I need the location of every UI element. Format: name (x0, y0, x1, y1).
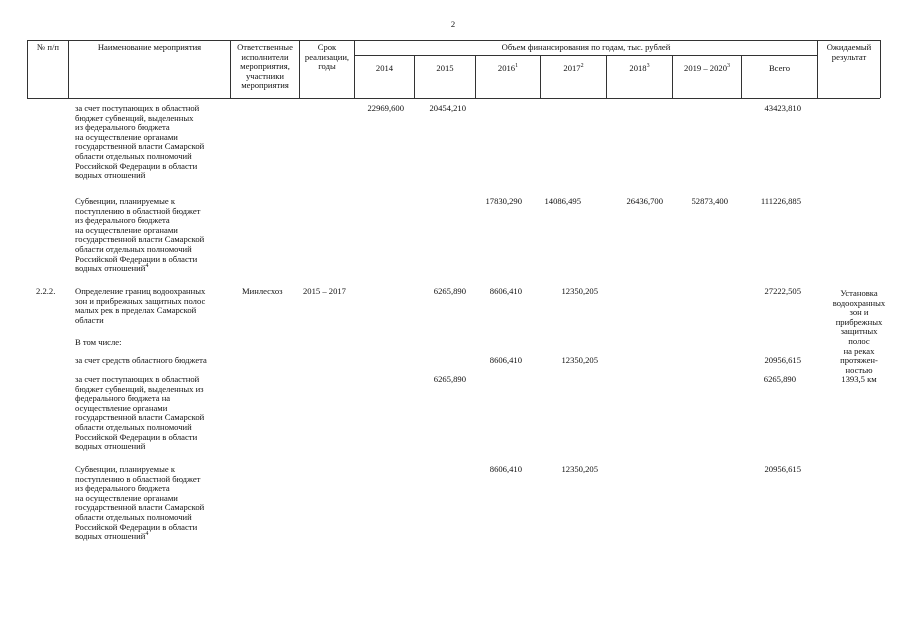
header-responsible: Ответственные исполнители мероприятия, участники мероприятия (237, 42, 293, 91)
cell-2014: 22969,600 (367, 103, 404, 113)
cell-2015: 6265,890 (433, 286, 466, 296)
cell-total: 20956,615 (764, 355, 801, 365)
cell-total: 43423,810 (764, 103, 801, 113)
row-term: 2015 – 2017 (303, 286, 346, 296)
header-year-2018: 2018$^3$ (629, 63, 650, 73)
header-year-2016: 2016$^1$ (497, 63, 519, 73)
cell-2016: 8606,410 (489, 286, 522, 296)
cell-2015: 20454,210 (429, 103, 466, 113)
cell-2017: 12350,205 (561, 355, 598, 365)
cell-total: 6265,890 (763, 374, 796, 384)
footnote-mark: 4 (145, 263, 149, 270)
header-year-2014: 2014 (375, 63, 394, 73)
cell-2016: 8606,410 (489, 355, 522, 365)
row-result: Установка водоохранных зон и прибрежных защитных полос на реках протяжен- ностью 1393,5 км (832, 288, 886, 385)
row-number: 2.2.2. (36, 286, 56, 296)
header-name: Наименование мероприятия (97, 42, 202, 52)
cell-2016: 17830,290 (485, 196, 522, 206)
header-year-2019-2020: 2019 – 2020$^3$ (684, 63, 730, 73)
cell-total: 111226,885 (760, 196, 801, 206)
row-description: Субвенции, планируемые к поступлению в областной бюджет из федерального бюджета на осуществление органами государственной власти Самарской области отдельных полномочий Российской Федерации в области водных отношений$^4$ (75, 464, 205, 542)
header-year-2017: 2017$^2$ (563, 63, 584, 73)
cell-2018: 26436,700 (626, 196, 663, 206)
page-number: 2 (450, 19, 456, 29)
cell-2019-2020: 52873,400 (691, 196, 728, 206)
cell-total: 20956,615 (764, 464, 801, 474)
cell-2017: 12350,205 (561, 286, 598, 296)
header-num: № п/п (37, 42, 59, 52)
footnote-mark: 3 (726, 63, 730, 70)
row-description: за счет средств областного бюджета (75, 355, 207, 365)
row-description: за счет поступающих в областной бюджет субвенций, выделенных из федерального бюджета на осуществление органами государственной власти Самарской области отдельных полномочий Российской Федерации в области водных отношений (75, 374, 205, 452)
cell-total: 27222,505 (764, 286, 801, 296)
cell-2016: 8606,410 (489, 464, 522, 474)
header-result: Ожидаемый результат (826, 42, 872, 62)
row-description: Субвенции, планируемые к поступлению в областной бюджет из федерального бюджета на осуществление органами государственной власти Самарской области отдельных полномочий Российской Федерации в области водных отношений$^4$ (75, 196, 205, 274)
footnote-mark: 3 (646, 63, 650, 70)
cell-2017: 14086,495 (544, 196, 581, 206)
row-description: за счет поступающих в областной бюджет субвенций, выделенных из федерального бюджета на осуществление органами государственной власти Самарской области отдельных полномочий Российской Федерации в области водных отношений (75, 103, 205, 181)
footnote-mark: 2 (580, 63, 584, 70)
subheading-in-total: В том числе: (75, 337, 122, 347)
header-funding: Объем финансирования по годам, тыс. рублей (501, 42, 671, 52)
footnote-mark: 4 (145, 531, 149, 538)
footnote-mark: 1 (515, 63, 519, 70)
header-term: Срок реализации, годы (304, 42, 350, 72)
cell-2015: 6265,890 (433, 374, 466, 384)
cell-2017: 12350,205 (561, 464, 598, 474)
row-responsible: Минлесхоз (242, 286, 283, 296)
header-year-2015: 2015 (436, 63, 454, 73)
row-description: Определение границ водоохранных зон и прибрежных защитных полос малых рек в пределах Самарской области (75, 286, 206, 325)
header-total: Всего (768, 63, 791, 73)
